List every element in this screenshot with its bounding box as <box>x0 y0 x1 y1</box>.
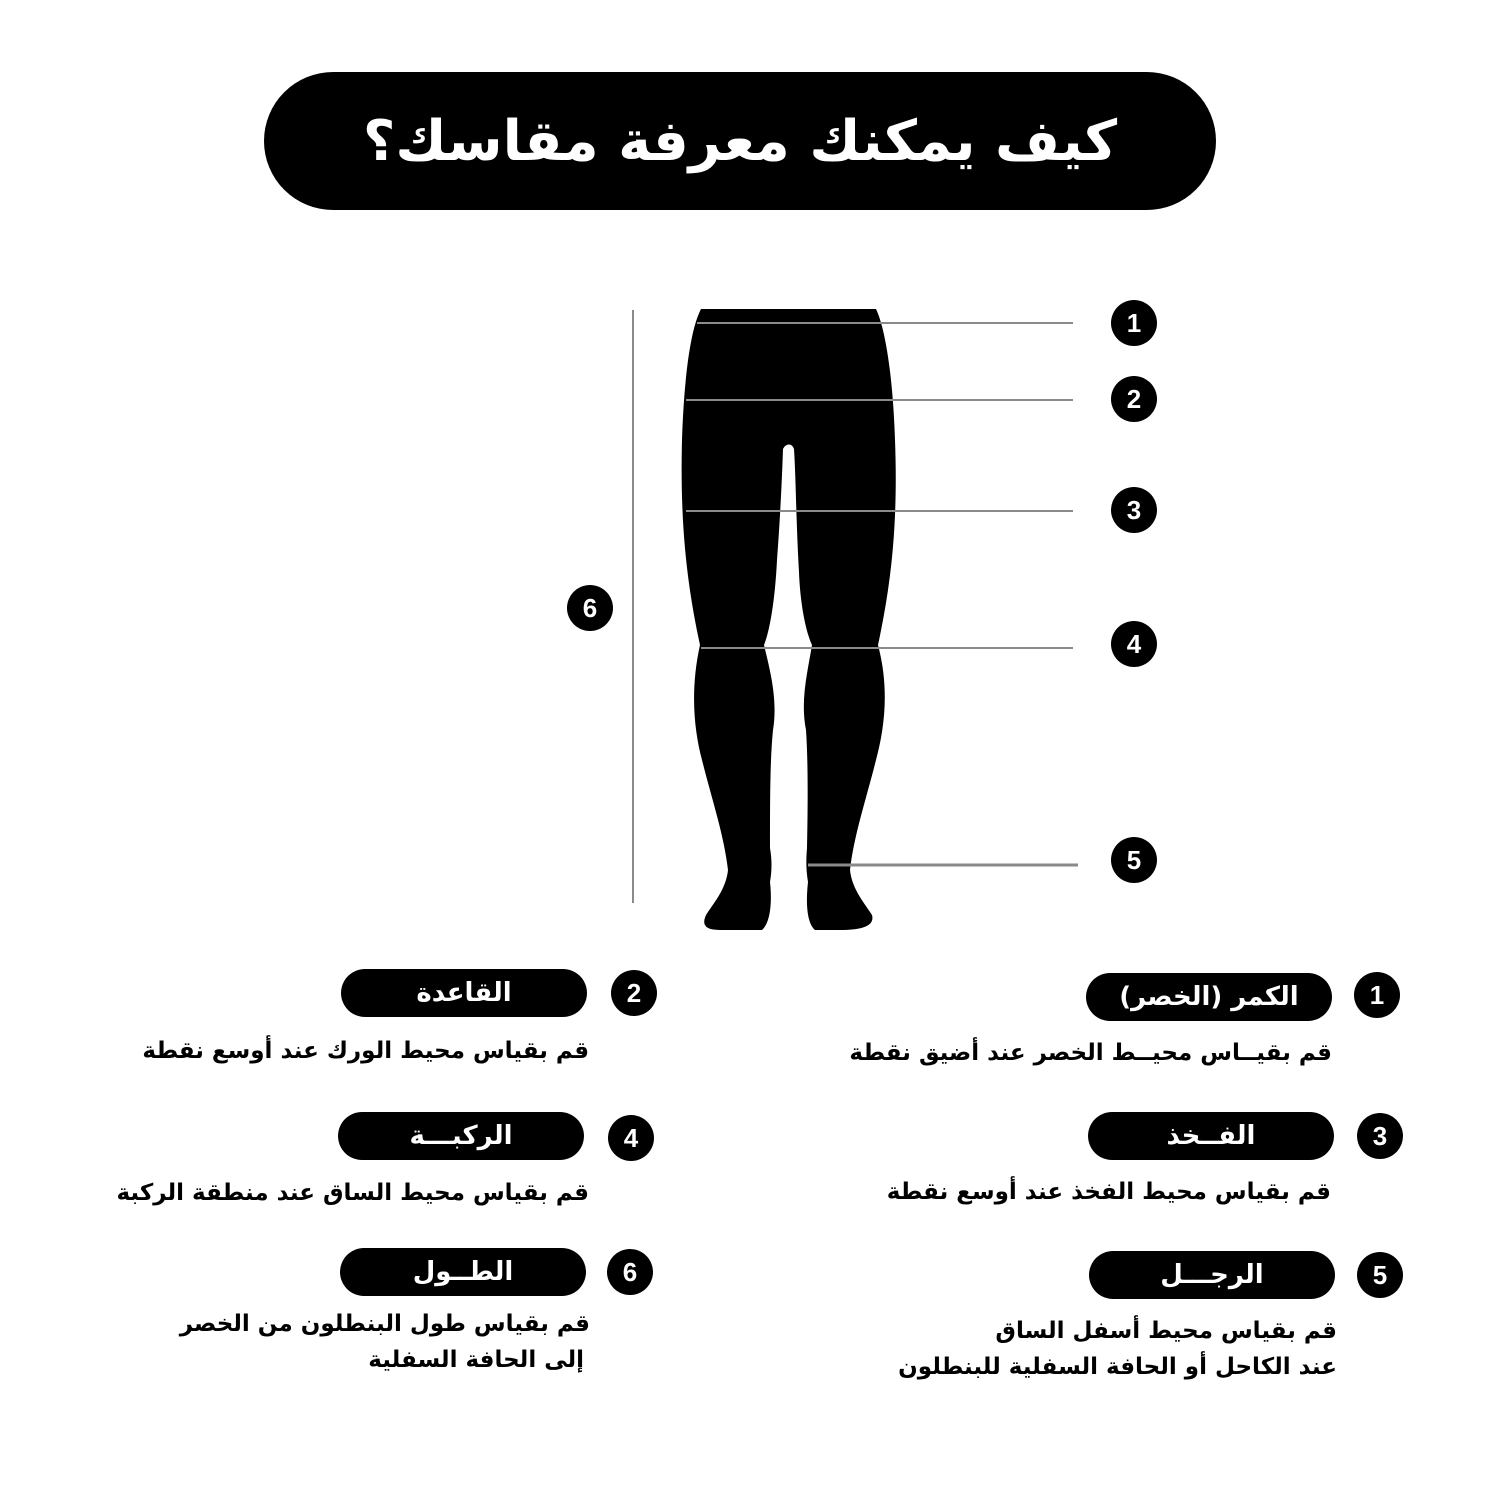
diagram-marker-4: 4 <box>1111 621 1157 667</box>
diagram-marker-2: 2 <box>1111 376 1157 422</box>
page-title: كيف يمكنك معرفة مقاسك؟ <box>264 72 1216 210</box>
legend-number-5: 5 <box>1357 1252 1403 1298</box>
legend-label-knee: الركبـــة <box>338 1112 584 1160</box>
legend-label-leg: الرجـــل <box>1089 1251 1335 1299</box>
diagram-marker-5: 5 <box>1111 837 1157 883</box>
legend-desc-leg: قم بقياس محيط أسفل الساق عند الكاحل أو الحافة السفلية للبنطلون <box>898 1318 1337 1380</box>
legend-number-3: 3 <box>1357 1113 1403 1159</box>
legend-number-4: 4 <box>608 1115 654 1161</box>
diagram-marker-6: 6 <box>567 585 613 631</box>
legend-label-waist: الكمر (الخصر) <box>1086 973 1332 1021</box>
legend-label-length: الطــول <box>340 1248 586 1296</box>
legend-label-hip: القاعدة <box>341 969 587 1017</box>
legend-number-2: 2 <box>611 970 657 1016</box>
legend-number-1: 1 <box>1354 972 1400 1018</box>
legend-desc-thigh: قم بقياس محيط الفخذ عند أوسع نقطة <box>886 1179 1331 1205</box>
legend-number-6: 6 <box>607 1249 653 1295</box>
legend-desc-hip: قم بقياس محيط الورك عند أوسع نقطة <box>142 1038 589 1064</box>
legs-silhouette <box>682 309 896 930</box>
diagram-marker-3: 3 <box>1111 487 1157 533</box>
legend-desc-length: قم بقياس طول البنطلون من الخصر إلى الحافة السفلية <box>179 1311 590 1373</box>
legend-label-thigh: الفــخذ <box>1088 1112 1334 1160</box>
legend-desc-waist: قم بقيــاس محيــط الخصر عند أضيق نقطة <box>849 1040 1332 1066</box>
diagram-marker-1: 1 <box>1111 300 1157 346</box>
legend-desc-knee: قم بقياس محيط الساق عند منطقة الركبة <box>116 1180 589 1206</box>
